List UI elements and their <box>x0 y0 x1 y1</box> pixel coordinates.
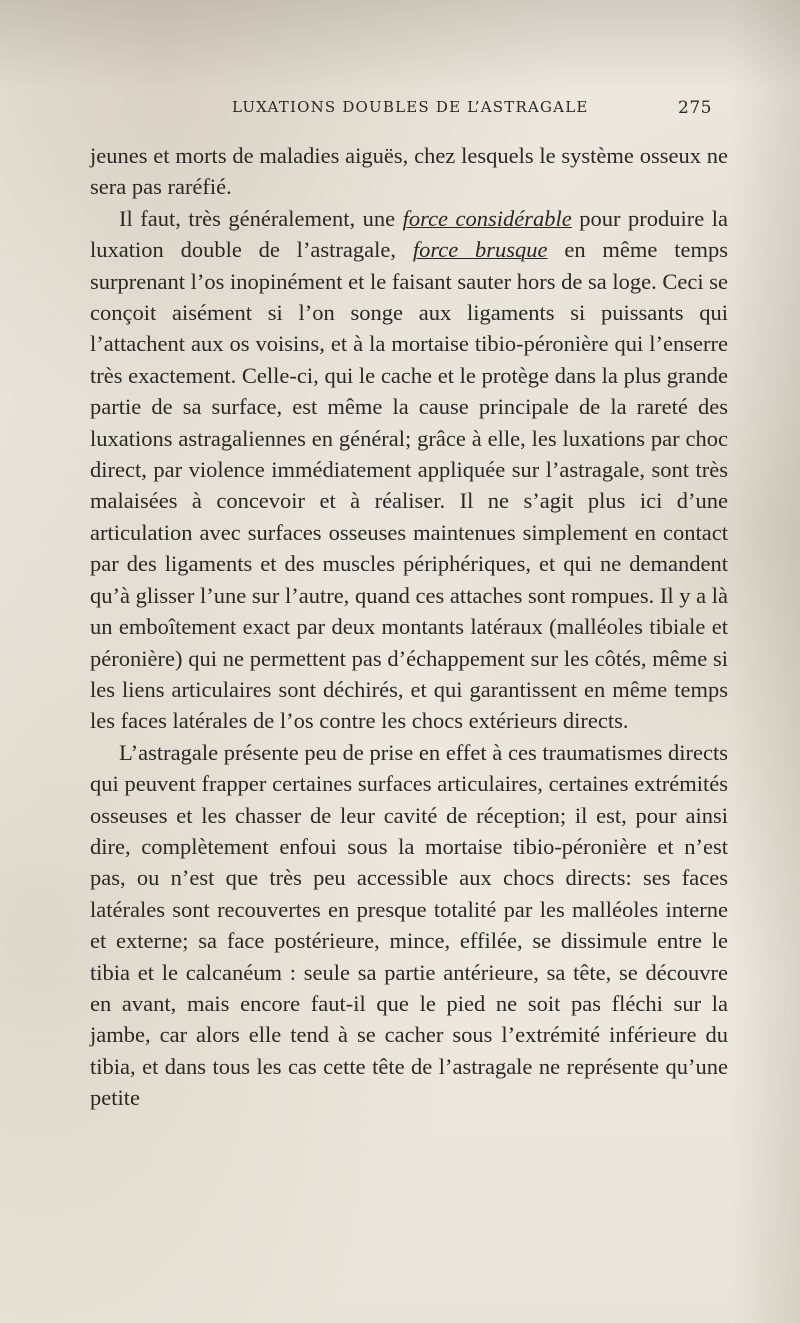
paragraph-2 <box>90 203 728 737</box>
text-run: L’astragale présente peu de prise en effet à ces traumatismes directs qui peuvent frapper certaines surfaces articulaires, certaines extrémités osseuses et les chasser de leur cavité de réception; il est, pour ainsi dire, complètement enfoui sous la mortaise tibio-péronière et n’est pas, ou n’est que très peu accessible aux chocs directs: ses faces latérales sont recouvertes en presque totalité par les malléoles interne et externe; sa face postérieure, mince, effilée, se dissimule entre le tibia et le calcanéum : seule sa partie antérieure, sa tête, se découvre en avant, mais encore faut-il que le pied ne soit pas fléchi sur la jambe, car alors elle tend à se cacher sous l’extrémité inférieure du tibia, et dans tous les cas cette tête de l’astragale ne représente qu’une petite <box>90 739 728 1111</box>
paper-shading-right <box>730 0 800 1323</box>
paragraph-1 <box>90 140 728 203</box>
emphasis-force-brusque: force brusque <box>412 237 548 263</box>
body-text <box>90 140 728 1114</box>
text-run: jeunes et morts de maladies aiguës, chez lesquels le système osseux ne sera pas raréfié. <box>90 143 728 200</box>
paper-shading-top <box>0 0 800 90</box>
page-number: 275 <box>678 98 712 118</box>
text-run: en même temps surprenant l’os inopinément et le faisant sauter hors de sa loge. Ceci se conçoit aisément si l’on songe aux ligaments si puissants qui l’attachent aux os voisins, et à la mortaise tibio-péronière qui l’enserre très exactement. Celle-ci, qui le cache et le protège dans la plus grande partie de sa surface, est même la cause principale de la rareté des luxations astragaliennes en général; grâce à elle, les luxations par choc direct, par violence immédiatement appliquée sur l’astragale, sont très malaisées à concevoir et à réaliser. Il ne s’agit plus ici d’une articulation avec surfaces osseuses maintenues simplement en contact par des ligaments et des muscles périphériques, et qui ne demandent qu’à glisser l’une sur l’autre, quand ces attaches sont rompues. Il y a là un emboîtement exact par deux montants latéraux (malléoles tibiale et péronière) qui ne permettent pas d’échappement sur les côtés, même si les liens articulaires sont déchirés, et qui garantissent en même temps les faces latérales de l’os contre les chocs extérieurs directs. <box>90 237 728 734</box>
text-run: pour produire la luxation double de l’astragale, <box>90 205 728 263</box>
paragraph-3 <box>90 737 728 1114</box>
page-header <box>232 98 712 122</box>
text-run: Il faut, très généralement, une <box>119 205 403 231</box>
running-head: LUXATIONS DOUBLES DE L’ASTRAGALE <box>232 98 589 116</box>
emphasis-force-considerable: force considérable <box>402 205 572 231</box>
